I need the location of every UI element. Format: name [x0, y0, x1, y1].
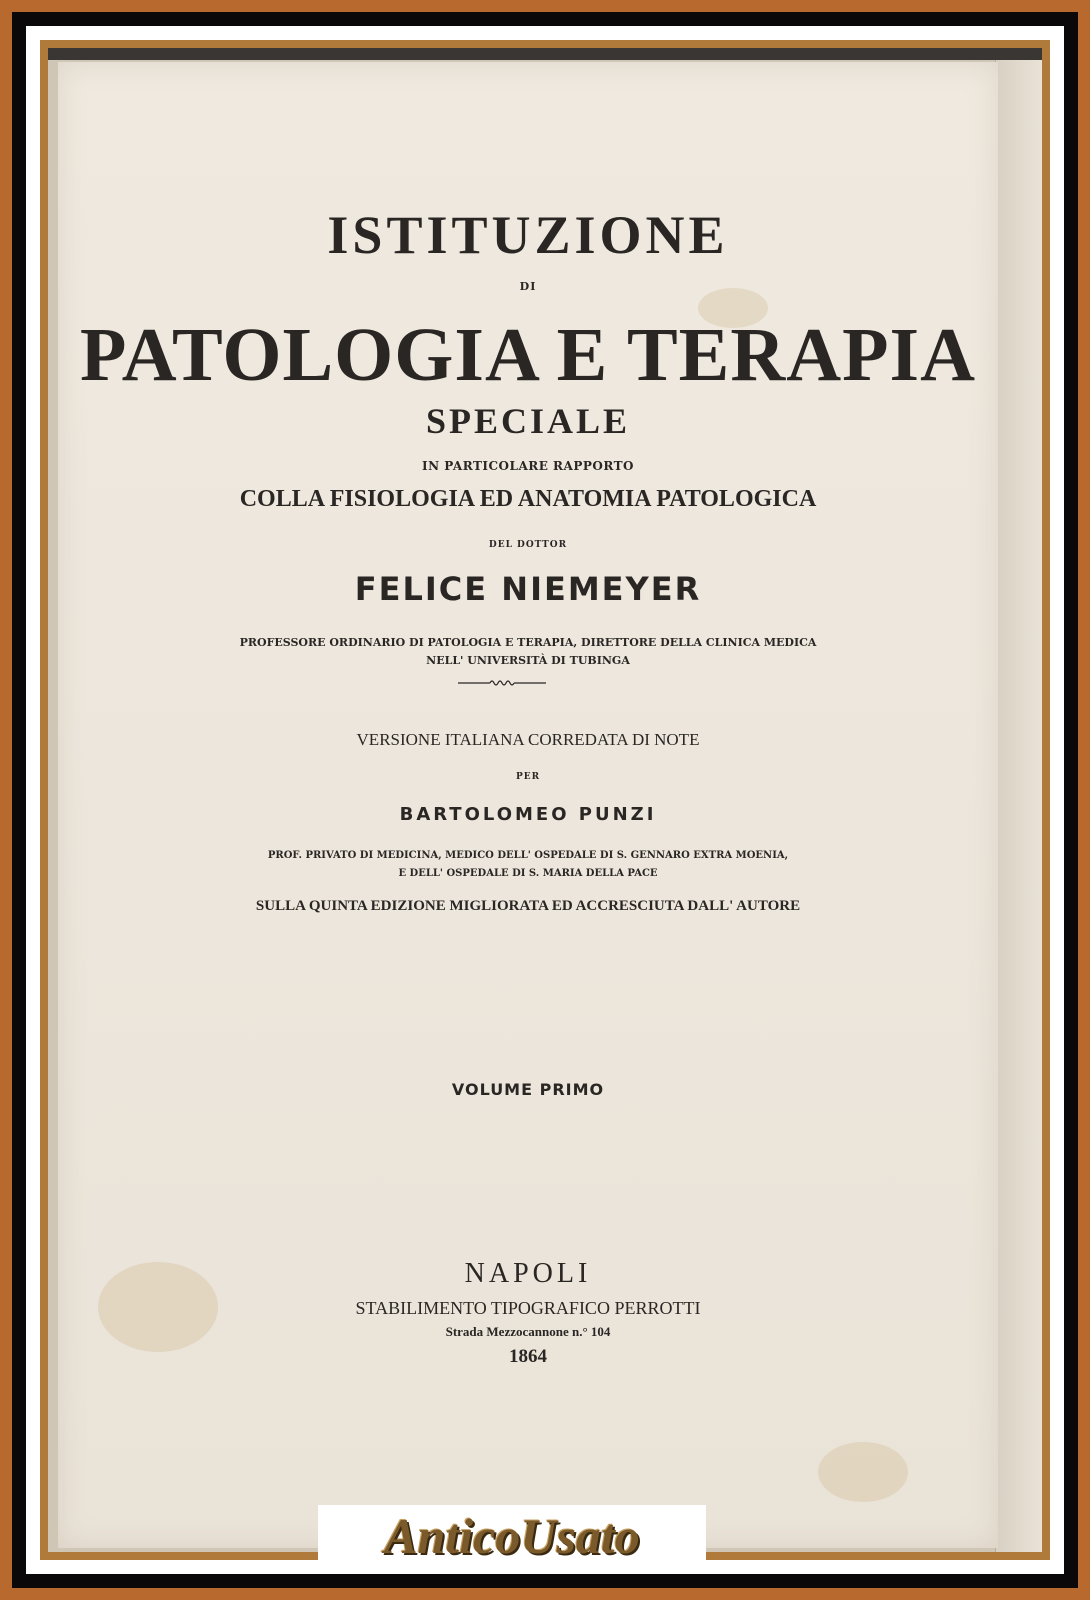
volume-line: VOLUME PRIMO: [451, 1080, 605, 1099]
translator-title-line-2: E DELL' OSPEDALE DI S. MARIA DELLA PACE: [398, 868, 658, 879]
watermark-logo: [318, 1505, 706, 1565]
subtitle-line-2: COLLA FISIOLOGIA ED ANATOMIA PATOLOGICA: [239, 486, 817, 512]
scan-top-edge: [48, 48, 1042, 60]
next-page-edge: [995, 60, 1042, 1552]
translator-name: BARTOLOMEO PUNZI: [399, 804, 657, 825]
title-line-di: DI: [519, 280, 537, 293]
imprint-address: Strada Mezzocannone n.° 104: [445, 1324, 611, 1339]
title-line-istituzione: ISTITUZIONE: [327, 205, 729, 265]
paper-stain: [818, 1442, 908, 1502]
author-name: FELICE NIEMEYER: [354, 570, 702, 608]
imprint-year: 1864: [509, 1346, 547, 1367]
author-title-line-2: NELL' UNIVERSITÀ DI TUBINGA: [426, 654, 630, 667]
edition-line: SULLA QUINTA EDIZIONE MIGLIORATA ED ACCRESCIUTA DALL' AUTORE: [255, 898, 801, 914]
ornament-divider: [458, 678, 546, 688]
title-page: [58, 62, 998, 1548]
imprint-publisher: STABILIMENTO TIPOGRAFICO PERROTTI: [355, 1298, 701, 1318]
translator-title-line-1: PROF. PRIVATO DI MEDICINA, MEDICO DELL' OSPEDALE DI S. GENNARO EXTRA MOENIA,: [267, 850, 789, 861]
author-title-line-1: PROFESSORE ORDINARIO DI PATOLOGIA E TERAPIA, DIRETTORE DELLA CLINICA MEDICA: [239, 636, 817, 649]
translation-line: VERSIONE ITALIANA CORREDATA DI NOTE: [356, 730, 700, 749]
watermark-text: AnticoUsato: [384, 1508, 640, 1564]
title-line-speciale: SPECIALE: [425, 401, 631, 441]
subtitle-line-1: IN PARTICOLARE RAPPORTO: [421, 459, 634, 473]
translator-prefix: PER: [515, 772, 541, 782]
imprint-city: NAPOLI: [464, 1258, 592, 1289]
author-prefix: DEL DOTTOR: [488, 540, 568, 550]
title-line-main: PATOLOGIA E TERAPIA: [79, 313, 976, 397]
book-scan: [48, 48, 1042, 1552]
